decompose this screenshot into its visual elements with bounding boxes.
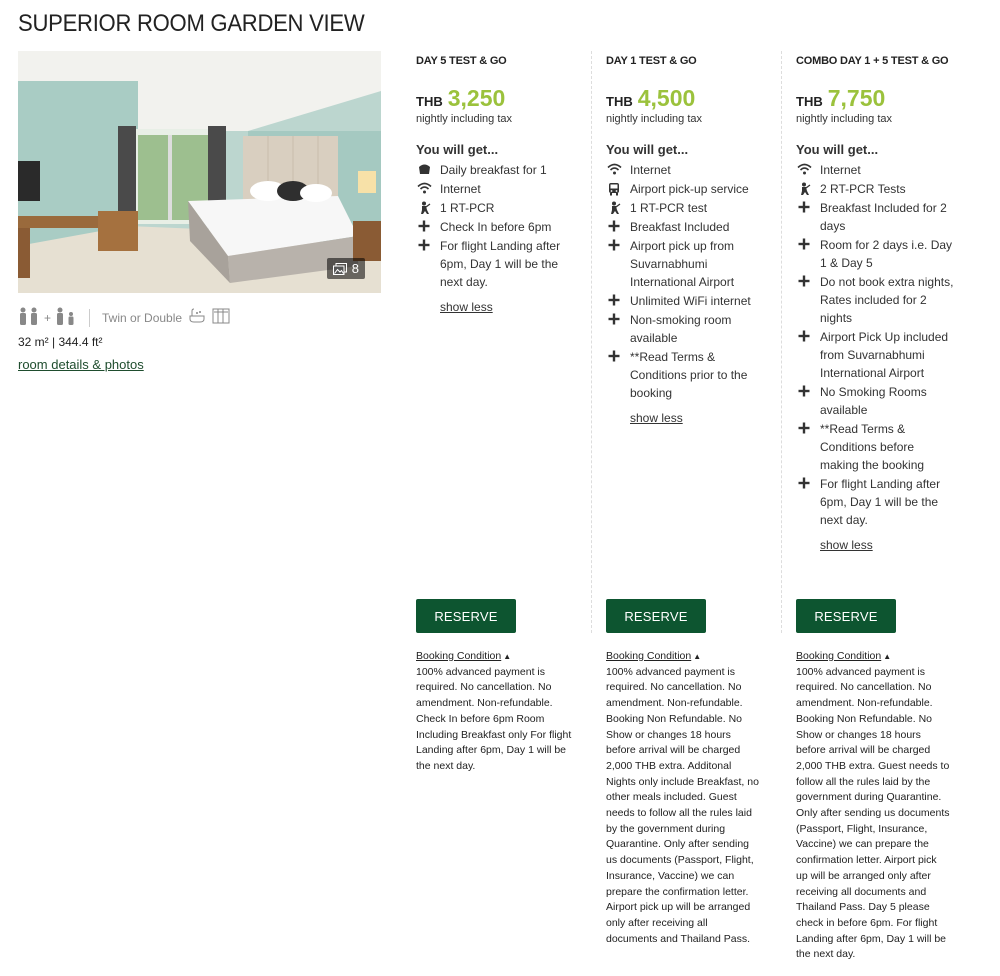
feature-line: Airport pick up from: [630, 239, 735, 253]
booking-condition-line: the next day.: [796, 948, 856, 961]
feature-item: [796, 199, 966, 235]
feature-line: Daily breakfast for 1: [440, 163, 547, 177]
reserve-button[interactable]: RESERVE: [606, 599, 706, 633]
price-note: nightly including tax: [606, 113, 703, 125]
show-less-link[interactable]: show less: [440, 300, 493, 314]
feature-item: [796, 161, 966, 179]
booking-condition-line: confirmation letter. Airport pick: [796, 854, 937, 867]
breakfast-icon: [416, 161, 432, 175]
feature-line: For flight Landing after: [440, 239, 561, 253]
feature-item: [796, 383, 966, 419]
wardrobe-icon: [212, 308, 230, 327]
plus-icon: [606, 311, 622, 325]
booking-condition-line: Airport pick up will be arranged: [606, 901, 751, 914]
feature-text: [820, 199, 947, 235]
booking-condition-line: amendment. Non-refundable.: [796, 697, 933, 710]
feature-text: [630, 180, 749, 198]
booking-condition-line: Nights only include Breakfast, no: [606, 775, 759, 788]
feature-text: [630, 292, 751, 310]
booking-condition-line: only after receiving all: [606, 916, 708, 929]
plus-icon: [416, 237, 432, 251]
rate-name: DAY 1 TEST & GO: [606, 55, 697, 67]
feature-item: [606, 311, 776, 347]
feature-item: [796, 180, 966, 198]
wifi-icon: [796, 161, 812, 175]
feature-line: next day.: [820, 513, 868, 527]
plus-icon: [606, 218, 622, 232]
reserve-button[interactable]: RESERVE: [416, 599, 516, 633]
price: [416, 85, 586, 112]
column-divider: [591, 51, 592, 633]
booking-condition-line: us documents (Passport, Flight,: [606, 854, 754, 867]
booking-condition-line: other meals included. Guest: [606, 791, 737, 804]
booking-condition-line: 2,000 THB extra. Guest needs to: [796, 759, 950, 772]
rate-name: DAY 5 TEST & GO: [416, 55, 507, 67]
feature-line: Airport pick-up service: [630, 182, 749, 196]
booking-condition-line: 2,000 THB extra. Additonal: [606, 759, 732, 772]
feature-line: Breakfast Included for 2: [820, 201, 947, 215]
price-amount: 4,500: [637, 85, 696, 111]
booking-condition-line: 100% advanced payment is: [796, 665, 925, 678]
feature-text: [630, 161, 671, 179]
caret-up-icon: ▲: [693, 652, 702, 661]
feature-item: [416, 161, 586, 179]
booking-condition: [606, 649, 768, 947]
you-will-get-label: You will get...: [416, 142, 499, 157]
booking-condition-line: government during Quarantine.: [796, 791, 942, 804]
feature-line: next day.: [440, 275, 488, 289]
booking-condition: [416, 649, 578, 775]
feature-line: 1 RT-PCR: [440, 201, 495, 215]
pcr-test-icon: [796, 180, 812, 196]
feature-item: [416, 199, 586, 217]
feature-text: [440, 199, 494, 217]
price-note: nightly including tax: [416, 113, 513, 125]
plus-icon: [796, 328, 812, 342]
booking-condition-line: Including Breakfast only For flight: [416, 728, 572, 741]
booking-condition-line: Show or changes 18 hours: [796, 728, 921, 741]
booking-condition-line: receiving all documents and: [796, 885, 927, 898]
rate-column: [796, 51, 966, 554]
plus-icon: [796, 236, 812, 250]
feature-text: [820, 328, 948, 382]
feature-line: 2 RT-PCR Tests: [820, 182, 906, 196]
bathtub-icon: [188, 308, 206, 327]
feature-item: [606, 237, 776, 291]
pcr-test-icon: [606, 199, 622, 215]
feature-line: For flight Landing after: [820, 477, 941, 491]
feature-line: Room for 2 days i.e. Day: [820, 238, 953, 252]
price-currency: THB: [416, 94, 443, 109]
feature-line: Breakfast Included: [630, 220, 730, 234]
feature-line: International Airport: [630, 275, 735, 289]
plus-icon: [606, 237, 622, 251]
plus-icon: [796, 420, 812, 434]
feature-text: [820, 180, 906, 198]
feature-line: 1 RT-PCR test: [630, 201, 708, 215]
booking-condition-toggle[interactable]: [606, 649, 768, 665]
feature-line: Unlimited WiFi internet: [630, 294, 751, 308]
booking-condition-label[interactable]: Booking Condition: [606, 650, 692, 662]
rate-column: [416, 51, 586, 316]
feature-text: [820, 273, 953, 327]
feature-line: Internet: [440, 182, 481, 196]
booking-condition: [796, 649, 958, 963]
feature-text: [440, 218, 551, 236]
plus-icon: [416, 218, 432, 232]
feature-item: [606, 180, 776, 198]
booking-condition-line: before arrival will be charged: [796, 744, 931, 757]
feature-item: [796, 475, 966, 529]
booking-condition-line: Quarantine. Only after sending: [606, 838, 750, 851]
feature-item: [606, 348, 776, 402]
feature-text: [440, 180, 481, 198]
booking-condition-toggle[interactable]: [796, 649, 958, 665]
feature-item: [606, 199, 776, 217]
feature-item: [606, 218, 776, 236]
feature-line: **Read Terms &: [820, 422, 906, 436]
booking-condition-line: Insurance, Vaccine) we can: [606, 869, 735, 882]
price-currency: THB: [606, 94, 633, 109]
booking-condition-line: check in before 6pm. For flight: [796, 916, 938, 929]
booking-condition-line: the next day.: [416, 759, 476, 772]
plus-icon: [796, 475, 812, 489]
feature-item: [606, 292, 776, 310]
show-less-link[interactable]: show less: [630, 411, 683, 425]
feature-text: [820, 420, 924, 474]
room-size: 32 m² | 344.4 ft²: [18, 335, 103, 349]
occupancy-info: [18, 307, 230, 328]
rate-name: COMBO DAY 1 + 5 TEST & GO: [796, 55, 949, 67]
feature-line: 6pm, Day 1 will be the: [440, 257, 559, 271]
booking-condition-line: by the government during: [606, 822, 726, 835]
feature-text: [630, 311, 731, 347]
feature-item: [796, 328, 966, 382]
feature-line: Conditions before: [820, 440, 915, 454]
booking-condition-line: prepare the confirmation letter.: [606, 885, 749, 898]
booking-condition-line: (Passport, Flight, Insurance,: [796, 822, 928, 835]
plus-icon: [606, 292, 622, 306]
feature-line: 1 & Day 5: [820, 256, 873, 270]
feature-item: [416, 180, 586, 198]
feature-text: [630, 348, 747, 402]
plus-icon: [796, 273, 812, 287]
booking-condition-line: amendment. Non-refundable.: [606, 697, 743, 710]
booking-condition-line: required. No cancellation. No: [416, 681, 552, 694]
booking-condition-line: Landing after 6pm, Day 1 will be: [416, 744, 566, 757]
wifi-icon: [606, 161, 622, 175]
price-amount: 3,250: [447, 85, 506, 111]
booking-condition-line: amendment. Non-refundable.: [416, 697, 553, 710]
feature-item: [606, 161, 776, 179]
feature-line: days: [820, 219, 846, 233]
room-title: SUPERIOR ROOM GARDEN VIEW: [18, 10, 365, 37]
feature-text: [820, 383, 927, 419]
feature-line: Non-smoking room: [630, 313, 732, 327]
plus-sign: +: [44, 310, 52, 325]
photo-count-badge[interactable]: [327, 258, 365, 279]
feature-line: Rates included for 2: [820, 293, 927, 307]
booking-condition-line: Landing after 6pm, Day 1 will be: [796, 932, 946, 945]
shuttle-icon: [606, 180, 622, 196]
feature-text: [820, 475, 940, 529]
rate-column: [606, 51, 776, 427]
booking-condition-label[interactable]: Booking Condition: [416, 650, 502, 662]
booking-condition-line: documents and Thailand Pass.: [606, 932, 750, 945]
booking-condition-line: 100% advanced payment is: [416, 665, 545, 678]
child-icon: [55, 307, 77, 328]
caret-up-icon: ▲: [883, 652, 892, 661]
room-details-link[interactable]: room details & photos: [18, 357, 144, 372]
booking-condition-line: before arrival will be charged: [606, 744, 741, 757]
feature-line: International Airport: [820, 366, 925, 380]
feature-text: [630, 237, 734, 291]
price-note: nightly including tax: [796, 113, 893, 125]
feature-line: Internet: [820, 163, 861, 177]
feature-text: [820, 161, 861, 179]
feature-text: [440, 237, 560, 291]
booking-condition-line: required. No cancellation. No: [796, 681, 932, 694]
feature-line: available: [820, 403, 868, 417]
feature-line: No Smoking Rooms: [820, 385, 927, 399]
feature-line: Conditions prior to the: [630, 368, 748, 382]
feature-line: Airport Pick Up included: [820, 330, 949, 344]
you-will-get-label: You will get...: [796, 142, 879, 157]
booking-condition-line: needs to follow all the rules laid: [606, 807, 752, 820]
feature-text: [630, 199, 707, 217]
booking-condition-label[interactable]: Booking Condition: [796, 650, 882, 662]
feature-line: Do not book extra nights,: [820, 275, 954, 289]
pcr-test-icon: [416, 199, 432, 215]
booking-condition-line: Vaccine) we can prepare the: [796, 838, 929, 851]
show-less-link[interactable]: show less: [820, 538, 873, 552]
feature-line: **Read Terms &: [630, 350, 716, 364]
booking-condition-line: required. No cancellation. No: [606, 681, 742, 694]
column-divider: [781, 51, 782, 633]
price-amount: 7,750: [827, 85, 886, 111]
plus-icon: [796, 383, 812, 397]
feature-line: Suvarnabhumi: [630, 257, 708, 271]
feature-text: [630, 218, 729, 236]
you-will-get-label: You will get...: [606, 142, 689, 157]
booking-condition-line: Show or changes 18 hours: [606, 728, 731, 741]
booking-condition-line: 100% advanced payment is: [606, 665, 735, 678]
feature-line: available: [630, 331, 678, 345]
adult-icon: [18, 307, 40, 328]
reserve-button[interactable]: RESERVE: [796, 599, 896, 633]
feature-item: [416, 237, 586, 291]
divider: [89, 309, 90, 327]
booking-condition-line: Check In before 6pm Room: [416, 712, 545, 725]
photo-count: 8: [351, 261, 359, 276]
caret-up-icon: ▲: [503, 652, 512, 661]
plus-icon: [606, 348, 622, 362]
price: [606, 85, 776, 112]
feature-line: making the booking: [820, 458, 925, 472]
feature-item: [796, 273, 966, 327]
booking-condition-line: Only after sending us documents: [796, 807, 950, 820]
price-currency: THB: [796, 94, 823, 109]
feature-line: from Suvarnabhumi: [820, 348, 925, 362]
feature-text: [440, 161, 547, 179]
feature-line: Check In before 6pm: [440, 220, 552, 234]
feature-text: [820, 236, 952, 272]
feature-line: booking: [630, 386, 673, 400]
feature-line: Internet: [630, 163, 671, 177]
booking-condition-line: up will be arranged only after: [796, 869, 931, 882]
booking-condition-line: Thailand Pass. Day 5 please: [796, 901, 930, 914]
price: [796, 85, 966, 112]
feature-item: [796, 236, 966, 272]
booking-condition-line: follow all the rules laid by the: [796, 775, 931, 788]
booking-condition-toggle[interactable]: [416, 649, 578, 665]
feature-line: nights: [820, 311, 853, 325]
room-photo[interactable]: [18, 51, 381, 293]
wifi-icon: [416, 180, 432, 194]
booking-condition-line: Booking Non Refundable. No: [796, 712, 933, 725]
feature-item: [416, 218, 586, 236]
booking-condition-line: Booking Non Refundable. No: [606, 712, 743, 725]
gallery-icon: [333, 263, 347, 275]
feature-item: [796, 420, 966, 474]
plus-icon: [796, 199, 812, 213]
bed-type: Twin or Double: [102, 310, 183, 325]
feature-line: 6pm, Day 1 will be the: [820, 495, 939, 509]
